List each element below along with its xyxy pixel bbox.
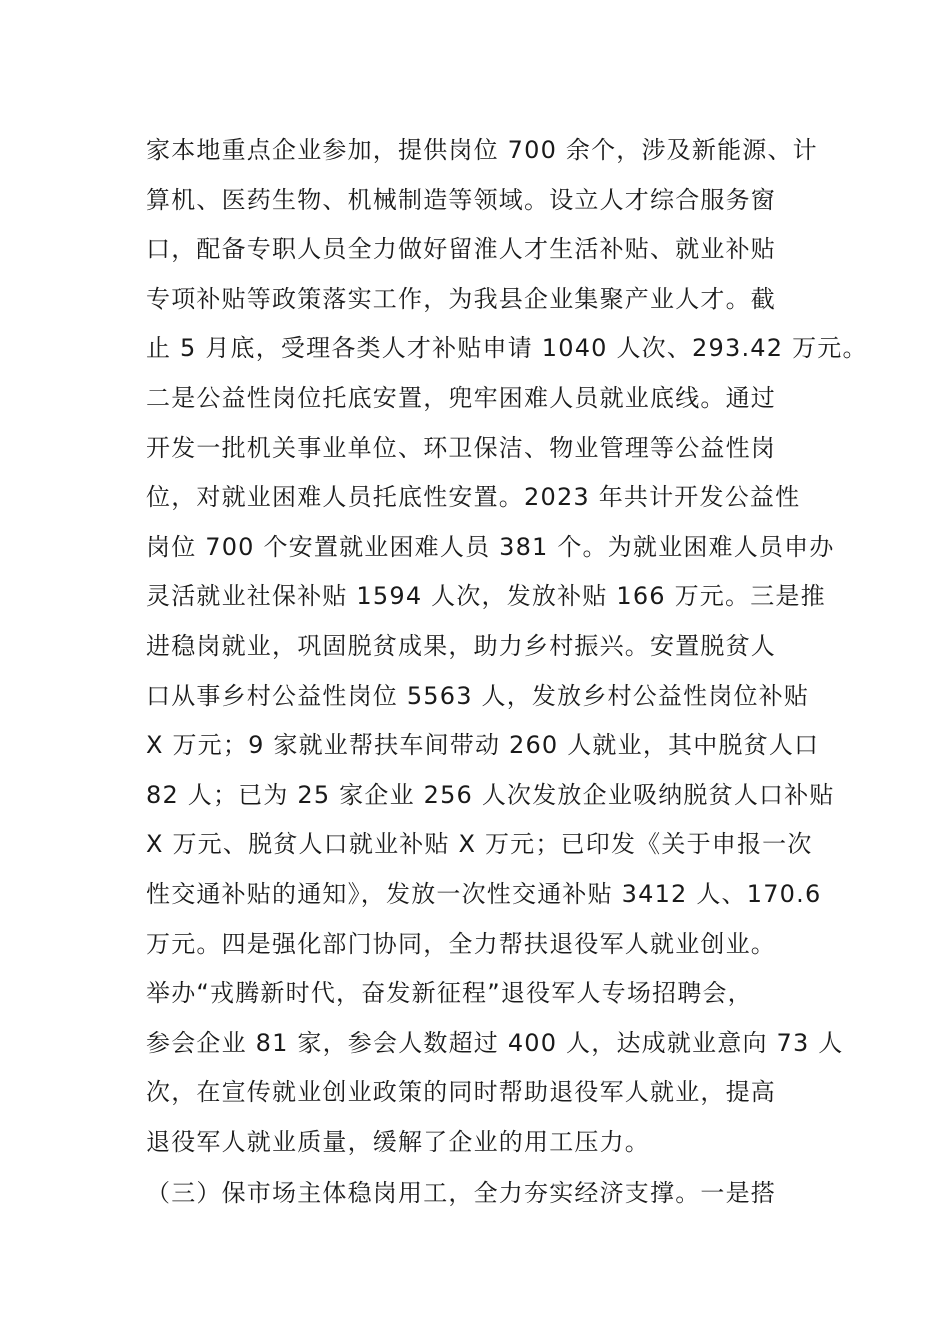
text-line: 二是公益性岗位托底安置，兜牢困难人员就业底线。通过 xyxy=(146,383,776,412)
text-line: 次，在宣传就业创业政策的同时帮助退役军人就业，提高 xyxy=(146,1078,776,1107)
text-line: X 万元；9 家就业帮扶车间带动 260 人就业，其中脱贫人口 xyxy=(146,731,820,760)
text-line: 参会企业 81 家，参会人数超过 400 人，达成就业意向 73 人 xyxy=(146,1028,844,1057)
text-line: 专项补贴等政策落实工作，为我县企业集聚产业人才。截 xyxy=(146,284,776,313)
text-line: 口从事乡村公益性岗位 5563 人，发放乡村公益性岗位补贴 xyxy=(146,681,810,710)
text-line: 性交通补贴的通知》，发放一次性交通补贴 3412 人、170.6 xyxy=(146,879,822,908)
section-heading-line: （三）保市场主体稳岗用工，全力夯实经济支撑。一是搭 xyxy=(146,1179,776,1208)
text-line: 位，对就业困难人员托底性安置。2023 年共计开发公益性 xyxy=(146,483,801,512)
text-line: 算机、医药生物、机械制造等领域。设立人才综合服务窗 xyxy=(146,185,776,214)
text-line: X 万元、脱贫人口就业补贴 X 万元；已印发《关于申报一次 xyxy=(146,830,813,859)
text-line: 口，配备专职人员全力做好留淮人才生活补贴、就业补贴 xyxy=(146,235,776,264)
text-line: 止 5 月底，受理各类人才补贴申请 1040 人次、293.42 万元。 xyxy=(146,334,868,363)
text-line: 82 人；已为 25 家企业 256 人次发放企业吸纳脱贫人口补贴 xyxy=(146,780,835,809)
body-text xyxy=(146,126,868,1219)
text-line: 家本地重点企业参加，提供岗位 700 余个，涉及新能源、计 xyxy=(146,136,818,164)
text-line: 进稳岗就业，巩固脱贫成果，助力乡村振兴。安置脱贫人 xyxy=(146,631,776,660)
text-line: 岗位 700 个安置就业困难人员 381 个。为就业困难人员申办 xyxy=(146,532,835,561)
text-line: 举办“戎腾新时代，奋发新征程”退役军人专场招聘会， xyxy=(146,979,753,1008)
text-line: 退役军人就业质量，缓解了企业的用工压力。 xyxy=(146,1127,650,1156)
text-line: 万元。四是强化部门协同，全力帮扶退役军人就业创业。 xyxy=(146,929,776,958)
text-line: 开发一批机关事业单位、环卫保洁、物业管理等公益性岗 xyxy=(146,433,776,462)
text-line: 灵活就业社保补贴 1594 人次，发放补贴 166 万元。三是推 xyxy=(146,582,826,611)
